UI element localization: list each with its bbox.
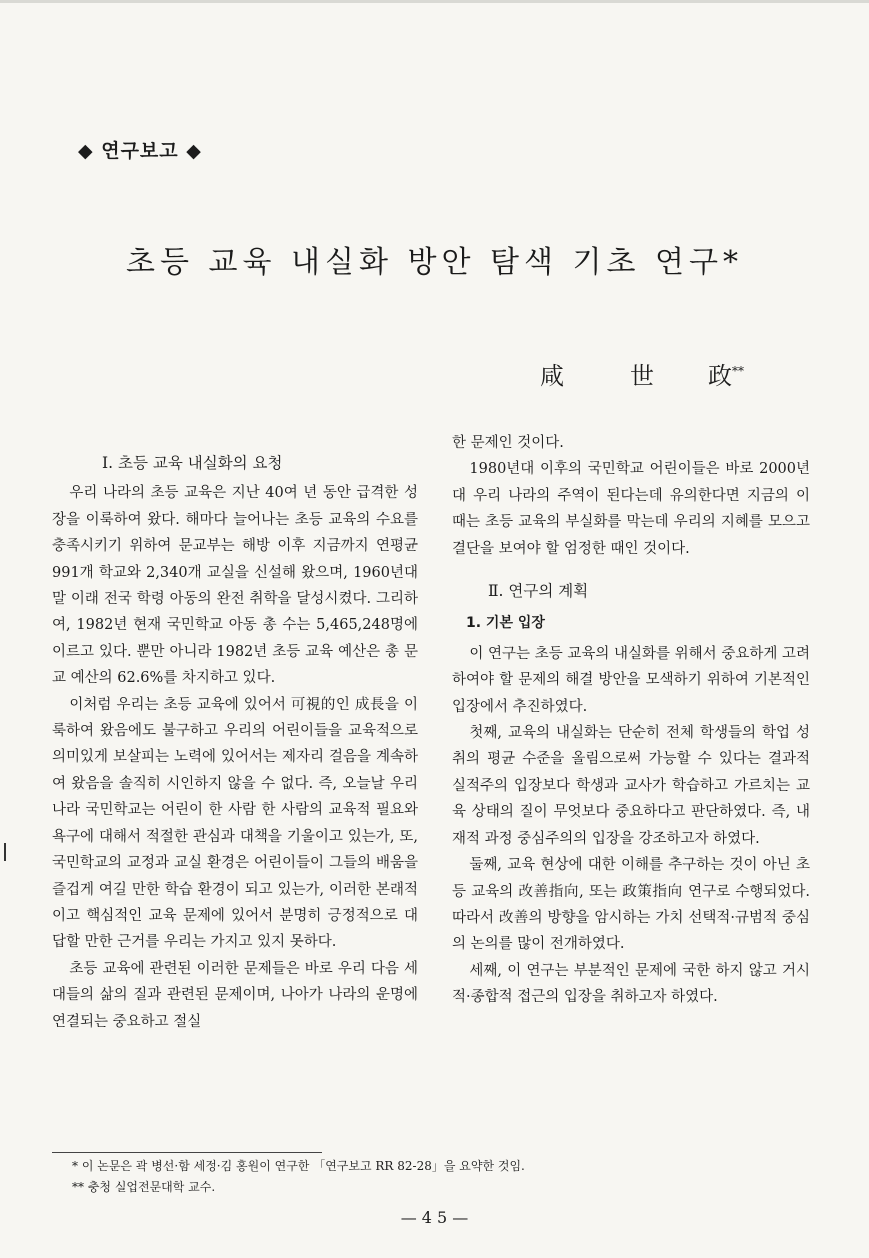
author-char-3-text: 政 <box>708 362 732 390</box>
paragraph: 둘째, 교육 현상에 대한 이해를 추구하는 것이 아닌 초등 교육의 改善指向, 또는 政策指向 연구로 수행되었다. 따라서 改善의 방향을 암시하는 가치 선택적·규범적 중심의 논의를 많이 전개하였다. <box>452 857 810 953</box>
article-title: 초등 교육 내실화 방안 탐색 기초 연구* <box>126 245 743 280</box>
paragraph: 이 연구는 초등 교육의 내실화를 위해서 중요하게 고려하여야 할 문제의 해결 방안을 모색하기 위하여 기본적인 입장에서 추진하였다. <box>452 645 810 715</box>
margin-mark <box>4 843 6 861</box>
subsection-heading: 1. 기본 입장 <box>466 615 545 632</box>
paragraph: 초등 교육에 관련된 이러한 문제들은 바로 우리 다음 세대들의 삶의 질과 관련된 문제이며, 나아가 나라의 운명에 연결되는 중요하고 절실 <box>52 960 418 1030</box>
section-tag: ◆ 연구보고 ◆ <box>78 140 202 162</box>
footnote-2: ** 충청 실업전문대학 교수. <box>72 1180 216 1194</box>
paragraph: 세째, 이 연구는 부분적인 문제에 국한 하지 않고 거시적·종합적 접근의 입장을 취하고자 하였다. <box>452 962 810 1006</box>
author-char-3 <box>708 356 744 391</box>
page-number: — 4 5 — <box>400 1208 469 1227</box>
paragraph: 우리 나라의 초등 교육은 지난 40여 년 동안 급격한 성장을 이룩하여 왔다. 해마다 늘어나는 초등 교육의 수요를 충족시키기 위하여 문교부는 해방 이후 지금까지 연평균 991개 학교와 2,340개 교실을 신설해 왔으며, 1960년대 말 이래 전국 학령 아동의 완전 취학을 달성시켰다. 그리하여, 1982년 현재 국민학교 아동 총 수는 5,465,248명에 이르고 있다. 뿐만 아니라 1982년 초등 교육 예산은 총 문교 예산의 62.6%를 차지하고 있다. <box>52 485 418 687</box>
paragraph: 첫째, 교육의 내실화는 단순히 전체 학생들의 학업 성취의 평균 수준을 올림으로써 가능할 수 있다는 결과적 실적주의 입장보다 학생과 교사가 학습하고 가르치는 교육 상태의 질이 무엇보다 중요하다고 판단하였다. 즉, 내재적 과정 중심주의의 입장을 강조하고자 하였다. <box>452 725 810 847</box>
section-heading-1: Ⅰ. 초등 교육 내실화의 요청 <box>102 454 283 472</box>
paragraph: 1980년대 이후의 국민학교 어린이들은 바로 2000년대 우리 나라의 주역이 된다는데 유의한다면 지금의 이 때는 초등 교육의 부실화를 막는데 우리의 지혜를 모으고 결단을 보여야 할 엄정한 때인 것이다. <box>452 461 810 557</box>
author-char-2: 世 <box>630 362 654 390</box>
right-column <box>452 430 810 1011</box>
left-column <box>52 454 418 1035</box>
footnote-1: * 이 논문은 곽 병선·함 세정·김 홍원이 연구한 「연구보고 RR 82-28」을 요약한 것임. <box>72 1159 525 1173</box>
top-border <box>0 0 869 3</box>
paragraph-continued: 한 문제인 것이다. <box>452 435 564 451</box>
footnotes <box>72 1156 525 1198</box>
author-footnote-mark: ** <box>732 364 744 378</box>
author-char-1: 咸 <box>540 362 564 390</box>
footnote-divider <box>52 1152 322 1153</box>
section-heading-2: Ⅱ. 연구의 계획 <box>488 582 589 601</box>
paragraph: 이처럼 우리는 초등 교육에 있어서 可視的인 成長을 이룩하여 왔음에도 불구하고 우리의 어린이들을 교육적으로 의미있게 보살피는 노력에 있어서는 제자리 걸음을 계속하여 왔음을 솔직히 시인하지 않을 수 없다. 즉, 오늘날 우리 나라 국민학교는 어린이 한 사람 한 사람의 교육적 필요와 욕구에 대해서 적절한 관심과 대책을 기울이고 있는가, 또, 국민학교의 교정과 교실 환경은 어린이들이 그들의 배움을 즐겁게 여길 만한 학습 환경이 되고 있는가, 이러한 본래적이고 핵심적인 교육 문제에 있어서 분명히 긍정적으로 대답할 만한 근거를 우리는 가지고 있지 못하다. <box>52 696 418 951</box>
